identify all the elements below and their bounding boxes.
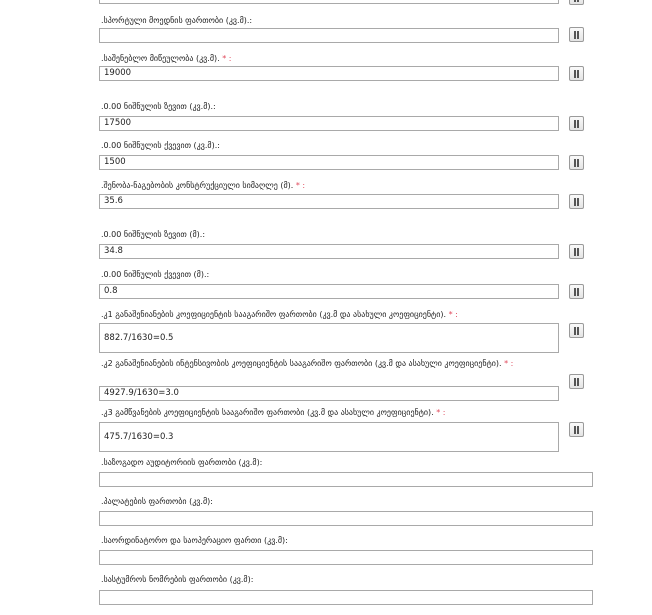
above-zero-height-input[interactable]: 34.8	[99, 244, 559, 259]
ordinator-area-input[interactable]	[99, 550, 593, 565]
info-icon[interactable]	[569, 244, 584, 259]
info-icon[interactable]	[569, 284, 584, 299]
below-zero-area-input[interactable]: 1500	[99, 155, 559, 170]
field-label-sport-area: .სპორტული მოედნის ფართობი (კვ.მ).:	[101, 16, 253, 25]
auditorium-area-input[interactable]	[99, 472, 593, 487]
info-icon[interactable]	[569, 155, 584, 170]
field-label-building-area: .საშენებლო მიწეულობა (კვ.მ). * :	[101, 54, 232, 63]
k3-coefficient-input[interactable]: 475.7/1630=0.3	[99, 422, 559, 452]
k2-coefficient-input[interactable]: 4927.9/1630=3.0	[99, 386, 559, 401]
field-label-above-zero-area: .0.00 ნიშნულის ზევით (კვ.მ).:	[101, 102, 216, 111]
info-icon[interactable]	[569, 116, 584, 131]
wards-area-input[interactable]	[99, 511, 593, 526]
field-label-k1-coefficient: .კ1 განაშენიანების კოეფიციენტის სააგარიშო ფართობი (კვ.მ და ასახული კოეფიციენტი). * :	[101, 310, 458, 319]
field-label-k2-coefficient: .კ2 განაშენიანების ინტენსივობის კოეფიციენტის სააგარიშო ფართობი (კვ.მ და ასახული კოეფიციენტი). * :	[101, 359, 514, 368]
building-area-input[interactable]: 19000	[99, 66, 559, 81]
field-label-below-zero-height: .0.00 ნიშნულის ქვევით (მ).:	[101, 270, 210, 279]
field-label-below-zero-area: .0.00 ნიშნულის ქვევით (კვ.მ).:	[101, 141, 220, 150]
k1-coefficient-input[interactable]: 882.7/1630=0.5	[99, 323, 559, 353]
info-icon[interactable]	[569, 422, 584, 437]
info-icon[interactable]	[569, 374, 584, 389]
field-label-above-zero-height: .0.00 ნიშნულის ზევით (მ).:	[101, 230, 206, 239]
above-zero-area-input[interactable]: 17500	[99, 116, 559, 131]
field-label-ordinator-area: .საორდინატორო და საოპერაციო ფართი (კვ.მ):	[101, 536, 288, 545]
field-label-k3-coefficient: .კ3 გამწვანების კოეფიციენტის სააგარიშო ფართობი (კვ.მ და ასახული კოეფიციენტი). * :	[101, 408, 446, 417]
sport-area-input[interactable]	[99, 28, 559, 43]
field-label-wards-area: .პალატების ფართობი (კვ.მ):	[101, 497, 213, 506]
previous-field-input[interactable]	[99, 0, 559, 4]
field-label-building-height: .შენობა-ნაგებობის კონსტრუქციული სიმაღლე (მ). * :	[101, 181, 306, 190]
field-label-auditorium-area: .საზოგადო აუდიტორიის ფართობი (კვ.მ):	[101, 458, 263, 467]
info-icon[interactable]	[569, 27, 584, 42]
info-icon[interactable]	[569, 66, 584, 81]
field-label-hotel-rooms-area: .სასტუმროს ნომრების ფართობი (კვ.მ):	[101, 575, 254, 584]
below-zero-height-input[interactable]: 0.8	[99, 284, 559, 299]
building-height-input[interactable]: 35.6	[99, 194, 559, 209]
info-icon[interactable]	[569, 194, 584, 209]
info-icon[interactable]	[569, 323, 584, 338]
info-icon[interactable]	[569, 0, 584, 5]
hotel-rooms-area-input[interactable]	[99, 590, 593, 605]
